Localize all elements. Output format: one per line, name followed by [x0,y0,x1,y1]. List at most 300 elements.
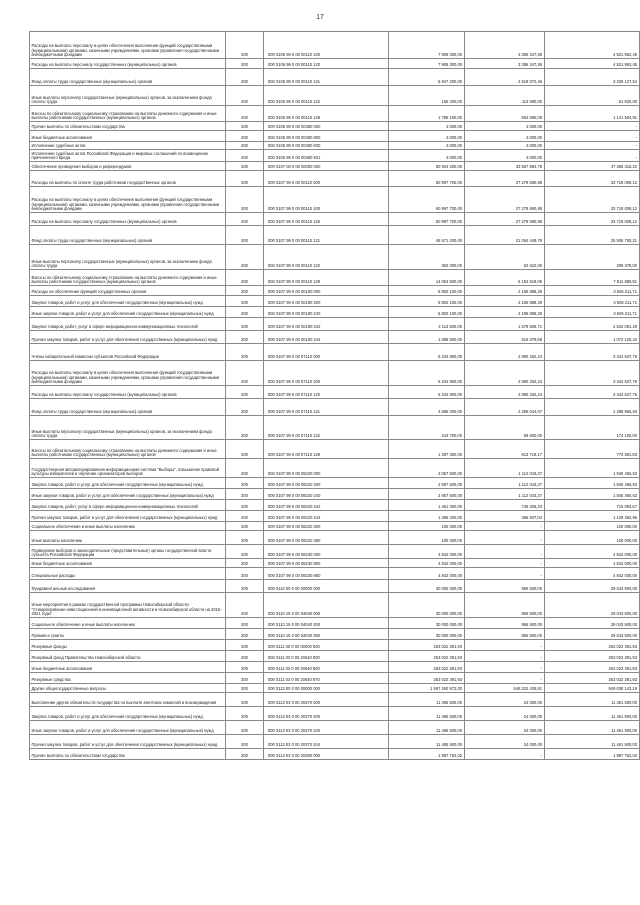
row-kbk: 000 0106 99 0 00 00380 000 [264,122,389,131]
unexecuted-amount: 4 521 952,45 [544,32,639,59]
row-kbk: 000 0106 99 0 00 00110 120 [264,59,389,69]
row-code: 200 [226,440,264,459]
row-name: Расходы на выплаты персоналу государственных (муниципальных) органов [30,59,226,69]
row-kbk: 000 0111 03 0 00 20540 000 [264,651,389,662]
approved-amount: 11 485 500,00 [388,721,464,735]
approved-amount: 14 064 500,00 [388,270,464,286]
executed-amount: - [464,651,544,662]
row-kbk: 000 0107 99 0 00 07110 129 [264,440,389,459]
row-name: Обеспечение проведения выборов и референдумов [30,162,226,171]
row-kbk: 000 0107 99 0 00 00110 120 [264,213,389,226]
row-code: 200 [226,651,264,662]
approved-amount: 253 022 391,93 [388,662,464,673]
unexecuted-amount: 1 845 456,63 [544,489,639,500]
approved-amount: 5 802 100,00 [388,286,464,296]
row-kbk: 000 0106 99 0 00 00380 830 [264,142,389,150]
row-kbk: 000 0111 00 0 00 00000 000 [264,640,389,651]
approved-amount: 253 022 391,93 [388,651,464,662]
unexecuted-amount: 1 945 456,63 [544,459,639,478]
table-row [30,531,640,545]
unexecuted-amount: 3 606 211,71 [544,286,639,296]
unexecuted-amount: 949 038 143,19 [544,684,639,693]
unexecuted-amount: 3 606 211,71 [544,307,639,318]
unexecuted-amount: 3 344 637,76 [544,386,639,399]
row-name: Фонд оплаты труда государственных (муниципальных) органов [30,399,226,416]
row-code: 200 [226,344,264,361]
row-code: 200 [226,331,264,344]
table-row [30,478,640,489]
unexecuted-amount: 4 842 000,00 [544,559,639,568]
table-row [30,522,640,531]
approved-amount: 1 597 260 572,00 [388,684,464,693]
approved-amount: 60 997 700,00 [388,187,464,213]
unexecuted-amount: 3 344 637,76 [544,361,639,386]
row-kbk: 000 0107 99 0 00 08220 360 [264,531,389,545]
approved-amount: 6 234 900,00 [388,344,464,361]
executed-amount: 6 152 619,09 [464,270,544,286]
table-row [30,399,640,416]
table-row [30,187,640,213]
executed-amount: 1 579 508,71 [464,318,544,331]
row-name: Расходы на выплаты персоналу в целях обеспечения выполнения функций государственными (муниципальными) органами, казенными учреждениями, органами управления государственными внебюджетными фондами [30,32,226,59]
executed-amount: 956 500,00 [464,629,544,640]
table-row [30,361,640,386]
executed-amount: 648 222 428,81 [464,684,544,693]
row-name: Закупка товаров, работ и услуг для обеспечения государственных (муниципальных) нужд [30,478,226,489]
row-code: 200 [226,142,264,150]
row-name: Фонд оплаты труда государственных (муниципальных) органов [30,226,226,245]
row-name: Иные закупки товаров, работ и услуг для обеспечения государственных (муниципальных) нужд [30,307,226,318]
table-row [30,386,640,399]
approved-amount: 1 688 500,00 [388,331,464,344]
executed-amount: - [464,673,544,684]
table-row [30,270,640,286]
unexecuted-amount: 253 022 391,93 [544,662,639,673]
row-name: Другие общегосударственные вопросы [30,684,226,693]
row-code: 200 [226,568,264,580]
unexecuted-amount: 253 022 391,93 [544,640,639,651]
row-code: 200 [226,735,264,749]
row-kbk: 000 0106 99 0 00 00110 121 [264,69,389,86]
approved-amount: 243 700,00 [388,416,464,440]
table-row [30,331,640,344]
row-code: 200 [226,593,264,618]
approved-amount: 1 461 300,00 [388,500,464,511]
executed-amount: 956 500,00 [464,580,544,593]
unexecuted-amount: 47 356 315,22 [544,162,639,171]
executed-amount: 3 000,00 [464,150,544,162]
executed-amount: 62 622,00 [464,245,544,270]
table-row [30,459,640,478]
row-code: 200 [226,749,264,760]
executed-amount: - [464,568,544,580]
table-row [30,511,640,522]
row-kbk: 000 0107 99 0 00 07110 120 [264,386,389,399]
executed-amount: 27 278 690,88 [464,171,544,187]
unexecuted-amount: 51 520,00 [544,86,639,106]
executed-amount: 2 195 888,29 [464,286,544,296]
row-kbk: 000 0107 99 0 00 00110 129 [264,270,389,286]
row-code: 200 [226,296,264,307]
table-row [30,707,640,721]
row-kbk: 000 0107 99 0 00 07110 121 [264,399,389,416]
approved-amount: 7 908 300,00 [388,59,464,69]
row-kbk: 000 0107 99 0 00 00110 121 [264,226,389,245]
row-code: 200 [226,361,264,386]
unexecuted-amount: 11 461 500,00 [544,735,639,749]
row-kbk: 000 0107 99 0 00 00110 122 [264,245,389,270]
unexecuted-amount: 3 606 211,71 [544,296,639,307]
executed-amount: 69 600,00 [464,416,544,440]
approved-amount: 4 842 000,00 [388,559,464,568]
executed-amount: 1 112 043,37 [464,459,544,478]
table-row [30,122,640,131]
row-name: Иные выплаты персоналу государственных (муниципальных) органов, за исключением фонда оплаты труда [30,416,226,440]
table-row [30,307,640,318]
row-name: Прочая закупка товаров, работ и услуг для обеспечения государственных (муниципальных) нужд [30,511,226,522]
row-code: 200 [226,673,264,684]
row-name: Иные выплаты персоналу государственных (муниципальных) органов, за исключением фонда оплаты труда [30,86,226,106]
executed-amount: 3 000,00 [464,131,544,142]
executed-amount: 2 618 072,46 [464,69,544,86]
row-kbk: 000 0107 99 0 00 00190 240 [264,307,389,318]
executed-amount: 745 206,33 [464,500,544,511]
table-row [30,640,640,651]
row-kbk: 000 0107 99 0 00 00110 000 [264,171,389,187]
row-name: Государственная автоматизированная информационная система "Выборы", повышение правовой культуры избирателей и обучение организаторов выборов [30,459,226,478]
row-code: 200 [226,213,264,226]
row-kbk: 000 0107 99 0 00 08230 800 [264,559,389,568]
row-name: Специальные расходы [30,568,226,580]
row-name: Резервные фонды [30,640,226,651]
table-row [30,593,640,618]
table-row [30,721,640,735]
approved-amount: 6 234 900,00 [388,386,464,399]
row-code: 200 [226,629,264,640]
executed-amount: 616 379,58 [464,331,544,344]
unexecuted-amount: 33 718 009,12 [544,213,639,226]
unexecuted-amount: 1 845 456,63 [544,478,639,489]
unexecuted-amount: - [544,122,639,131]
approved-amount: 7 908 300,00 [388,32,464,59]
executed-amount: 3 386 347,55 [464,32,544,59]
row-name: Закупка товаров, работ, услуг в сфере информационно-коммуникационных технологий [30,318,226,331]
table-row [30,226,640,245]
executed-amount: 27 278 690,88 [464,213,544,226]
row-kbk: 000 0113 03 0 00 20370 000 [264,693,389,707]
executed-amount: 2 195 888,29 [464,307,544,318]
row-name: Иные закупки товаров, работ и услуг для обеспечения государственных (муниципальных) нужд [30,721,226,735]
row-kbk: 000 0110 15 0 00 04040 000 [264,593,389,618]
row-code: 200 [226,122,264,131]
row-kbk: 000 0107 99 0 00 07110 100 [264,361,389,386]
unexecuted-amount: 100 000,00 [544,522,639,531]
table-row [30,545,640,559]
row-kbk: 000 0107 99 0 00 00190 000 [264,286,389,296]
table-row [30,171,640,187]
unexecuted-amount: 2 298 955,93 [544,399,639,416]
approved-amount: 11 485 500,00 [388,707,464,721]
row-name: Взносы по обязательному социальному страхованию на выплаты денежного содержания и иные выплаты работникам государственных (муниципальных) органов [30,440,226,459]
row-kbk: 000 0113 03 0 00 20370 200 [264,707,389,721]
executed-amount: 956 500,00 [464,618,544,629]
executed-amount: 366 837,04 [464,511,544,522]
row-kbk: 000 0113 00 0 00 00000 000 [264,684,389,693]
executed-amount: 2 890 262,24 [464,344,544,361]
row-name: Фундаментальные исследования [30,580,226,593]
row-code: 200 [226,226,264,245]
row-code: 200 [226,416,264,440]
row-code: 200 [226,721,264,735]
row-name: Исполнение судебных актов Российской Федерации и мировых соглашений по возмещению причиненного вреда [30,150,226,162]
approved-amount: 3 000,00 [388,122,464,131]
unexecuted-amount: 1 129 362,96 [544,511,639,522]
table-row [30,440,640,459]
row-code: 200 [226,478,264,489]
table-row [30,86,640,106]
table-row [30,500,640,511]
unexecuted-amount: 4 842 000,00 [544,545,639,559]
unexecuted-amount: 25 506 750,21 [544,226,639,245]
row-kbk: 000 0107 99 0 00 00190 244 [264,331,389,344]
approved-amount: 4 113 600,00 [388,318,464,331]
row-name: Иные бюджетные ассигнования [30,662,226,673]
table-row [30,213,640,226]
row-code: 200 [226,511,264,522]
row-code: 200 [226,171,264,187]
table-row [30,662,640,673]
table-row [30,618,640,629]
page-number: 17 [316,14,324,21]
row-code: 200 [226,386,264,399]
executed-amount: - [464,545,544,559]
approved-amount: 2 957 500,00 [388,478,464,489]
table-row [30,580,640,593]
row-name: Резервные средства [30,673,226,684]
row-name: Расходы на выплаты по оплате труда работников государственных органов [30,171,226,187]
table-row [30,245,640,270]
approved-amount: 1 387 300,00 [388,440,464,459]
row-code: 200 [226,707,264,721]
row-code: 200 [226,559,264,568]
row-kbk: 000 0106 99 0 00 00380 800 [264,131,389,142]
row-name: Прочая закупка товаров, работ и услуг для обеспечения государственных (муниципальных) нужд [30,735,226,749]
unexecuted-amount: 29 043 500,00 [544,618,639,629]
unexecuted-amount: 1 072 120,42 [544,331,639,344]
row-kbk: 000 0107 99 0 00 00110 100 [264,187,389,213]
approved-amount: 46 571 200,00 [388,226,464,245]
row-name: Выполнение других обязательств государства по выплате агентских комиссий и вознаграждения [30,693,226,707]
row-code: 200 [226,545,264,559]
approved-amount: 100 000,00 [388,531,464,545]
row-name: Прочие выплаты по обязательствам государства [30,122,226,131]
unexecuted-amount: 33 718 009,12 [544,187,639,213]
row-name: Фонд оплаты труда государственных (муниципальных) органов [30,69,226,86]
row-code: 200 [226,522,264,531]
row-code: 200 [226,69,264,86]
row-name: Иные бюджетные ассигнования [30,559,226,568]
row-kbk: 000 0107 99 0 00 08220 000 [264,459,389,478]
approved-amount: 165 200,00 [388,86,464,106]
unexecuted-amount: 11 461 500,00 [544,721,639,735]
row-code: 200 [226,106,264,122]
executed-amount: 2 296 044,07 [464,399,544,416]
row-name: Проведение выборов в законодательные (представительные) органы государственной власти субъекта Российской Федерации [30,545,226,559]
table-row [30,59,640,69]
row-code: 200 [226,459,264,478]
row-code: 200 [226,640,264,651]
executed-amount: 956 500,00 [464,593,544,618]
row-name: Прочая закупка товаров, работ и услуг для обеспечения государственных (муниципальных) нужд [30,331,226,344]
table-row [30,142,640,150]
row-kbk: 000 0111 03 0 00 20540 800 [264,662,389,673]
executed-amount: 24 000,00 [464,707,544,721]
row-kbk: 000 0113 03 0 00 20370 244 [264,735,389,749]
unexecuted-amount: 773 581,83 [544,440,639,459]
executed-amount: 3 000,00 [464,122,544,131]
executed-amount: 3 386 347,55 [464,59,544,69]
row-code: 200 [226,318,264,331]
row-kbk: 000 0107 99 0 00 08230 880 [264,568,389,580]
table-row [30,344,640,361]
row-name: Иные выплаты персоналу государственных (муниципальных) органов, за исключением фонда оплаты труда [30,245,226,270]
unexecuted-amount: 11 461 500,00 [544,693,639,707]
row-name: Закупка товаров, работ и услуг для обеспечения государственных (муниципальных) нужд [30,296,226,307]
row-code: 200 [226,131,264,142]
approved-amount: 1 987 762,02 [388,749,464,760]
unexecuted-amount: 7 911 880,91 [544,270,639,286]
executed-amount: 2 195 888,29 [464,296,544,307]
approved-amount: 5 802 100,00 [388,307,464,318]
row-name: Расходы на выплаты персоналу государственных (муниципальных) органов [30,213,226,226]
unexecuted-amount: 2 534 091,29 [544,318,639,331]
approved-amount: 362 000,00 [388,245,464,270]
executed-amount: 27 278 690,88 [464,187,544,213]
unexecuted-amount: 100 000,00 [544,531,639,545]
approved-amount: 4 842 000,00 [388,568,464,580]
row-kbk: 000 0107 99 0 00 07110 000 [264,344,389,361]
row-code: 200 [226,307,264,318]
row-name: Премии и гранты [30,629,226,640]
row-code: 200 [226,618,264,629]
row-kbk: 000 0110 00 0 00 00000 000 [264,580,389,593]
executed-amount: - [464,640,544,651]
unexecuted-amount: 29 043 500,00 [544,593,639,618]
approved-amount: 253 022 391,93 [388,673,464,684]
row-name: Иные выплаты населению [30,531,226,545]
row-code: 200 [226,245,264,270]
row-code: 200 [226,684,264,693]
row-kbk: 000 0107 99 0 00 08220 300 [264,522,389,531]
approved-amount: 4 842 000,00 [388,545,464,559]
unexecuted-amount: 1 987 762,02 [544,749,639,760]
row-kbk: 000 0107 99 0 00 00190 200 [264,296,389,307]
unexecuted-amount: 3 329 127,54 [544,69,639,86]
row-code: 200 [226,500,264,511]
row-kbk: 000 0107 99 0 00 08220 240 [264,489,389,500]
row-code: 200 [226,580,264,593]
row-kbk: 000 0107 99 0 00 07110 122 [264,416,389,440]
unexecuted-amount: - [544,150,639,162]
row-name: Иные закупки товаров, работ и услуг для обеспечения государственных (муниципальных) нужд [30,489,226,500]
executed-amount: 113 680,00 [464,86,544,106]
table-row [30,150,640,162]
table-row [30,489,640,500]
approved-amount: 3 000,00 [388,150,464,162]
approved-amount: 100 000,00 [388,522,464,531]
unexecuted-amount: 1 141 504,91 [544,106,639,122]
unexecuted-amount: 253 022 391,93 [544,651,639,662]
table-row [30,106,640,122]
row-code: 200 [226,59,264,69]
table-row [30,568,640,580]
row-code: 200 [226,489,264,500]
row-name: Расходы на обеспечение функций государственных органов [30,286,226,296]
approved-amount: 30 000 000,00 [388,593,464,618]
executed-amount: - [464,559,544,568]
row-name: Исполнение судебных актов [30,142,226,150]
executed-amount: - [464,662,544,673]
approved-amount: 80 924 200,00 [388,162,464,171]
executed-amount: 2 890 262,24 [464,361,544,386]
table-row [30,131,640,142]
executed-amount: 613 718,17 [464,440,544,459]
approved-amount: 30 000 000,00 [388,629,464,640]
row-kbk: 000 0107 99 0 00 08220 200 [264,478,389,489]
executed-amount: 24 000,00 [464,693,544,707]
row-name: Взносы по обязательному социальному страхованию на выплаты денежного содержания и иные выплаты работникам государственных (муниципальных) органов [30,270,226,286]
row-kbk: 000 0107 99 0 00 08220 242 [264,500,389,511]
row-name: Расходы на выплаты персоналу государственных (муниципальных) органов [30,386,226,399]
row-kbk: 000 0106 99 0 00 00380 831 [264,150,389,162]
executed-amount: 24 000,00 [464,721,544,735]
row-name: Расходы на выплаты персоналу в целях обеспечения выполнения функций государственными (муниципальными) органами, казенными учреждениями, органами управления государственными внебюджетными фондами [30,361,226,386]
table-row [30,296,640,307]
table-row [30,416,640,440]
row-code: 200 [226,270,264,286]
table-row [30,684,640,693]
table-row [30,559,640,568]
executed-amount: - [464,531,544,545]
table-row [30,162,640,171]
row-name: Взносы по обязательному социальному страхованию на выплаты денежного содержания и иные выплаты работникам государственных (муниципальных) органов [30,106,226,122]
table-row [30,749,640,760]
table-body [30,32,640,760]
row-name: Резервный фонд Правительства Новосибирской области [30,651,226,662]
table-row [30,673,640,684]
row-kbk: 000 0106 99 0 00 00110 129 [264,106,389,122]
approved-amount: 4 595 000,00 [388,399,464,416]
unexecuted-amount: 11 461 500,00 [544,707,639,721]
executed-amount: 654 595,09 [464,106,544,122]
table-row [30,286,640,296]
row-name: Члены избирательной комиссии субъектов Российской Федерации [30,344,226,361]
row-code: 200 [226,86,264,106]
row-name: Социальное обеспечение и иные выплаты населению [30,618,226,629]
table-row [30,69,640,86]
unexecuted-amount: 253 022 391,93 [544,673,639,684]
table-row [30,693,640,707]
row-kbk: 000 0110 15 0 00 04040 350 [264,629,389,640]
executed-amount: - [464,522,544,531]
row-name: Закупка товаров, работ, услуг в сфере информационно-коммуникационных технологий [30,500,226,511]
approved-amount: 5 802 100,00 [388,296,464,307]
unexecuted-amount: 4 842 000,00 [544,568,639,580]
unexecuted-amount: - [544,142,639,150]
row-code: 200 [226,662,264,673]
approved-amount: 11 485 500,00 [388,693,464,707]
row-code: 200 [226,187,264,213]
